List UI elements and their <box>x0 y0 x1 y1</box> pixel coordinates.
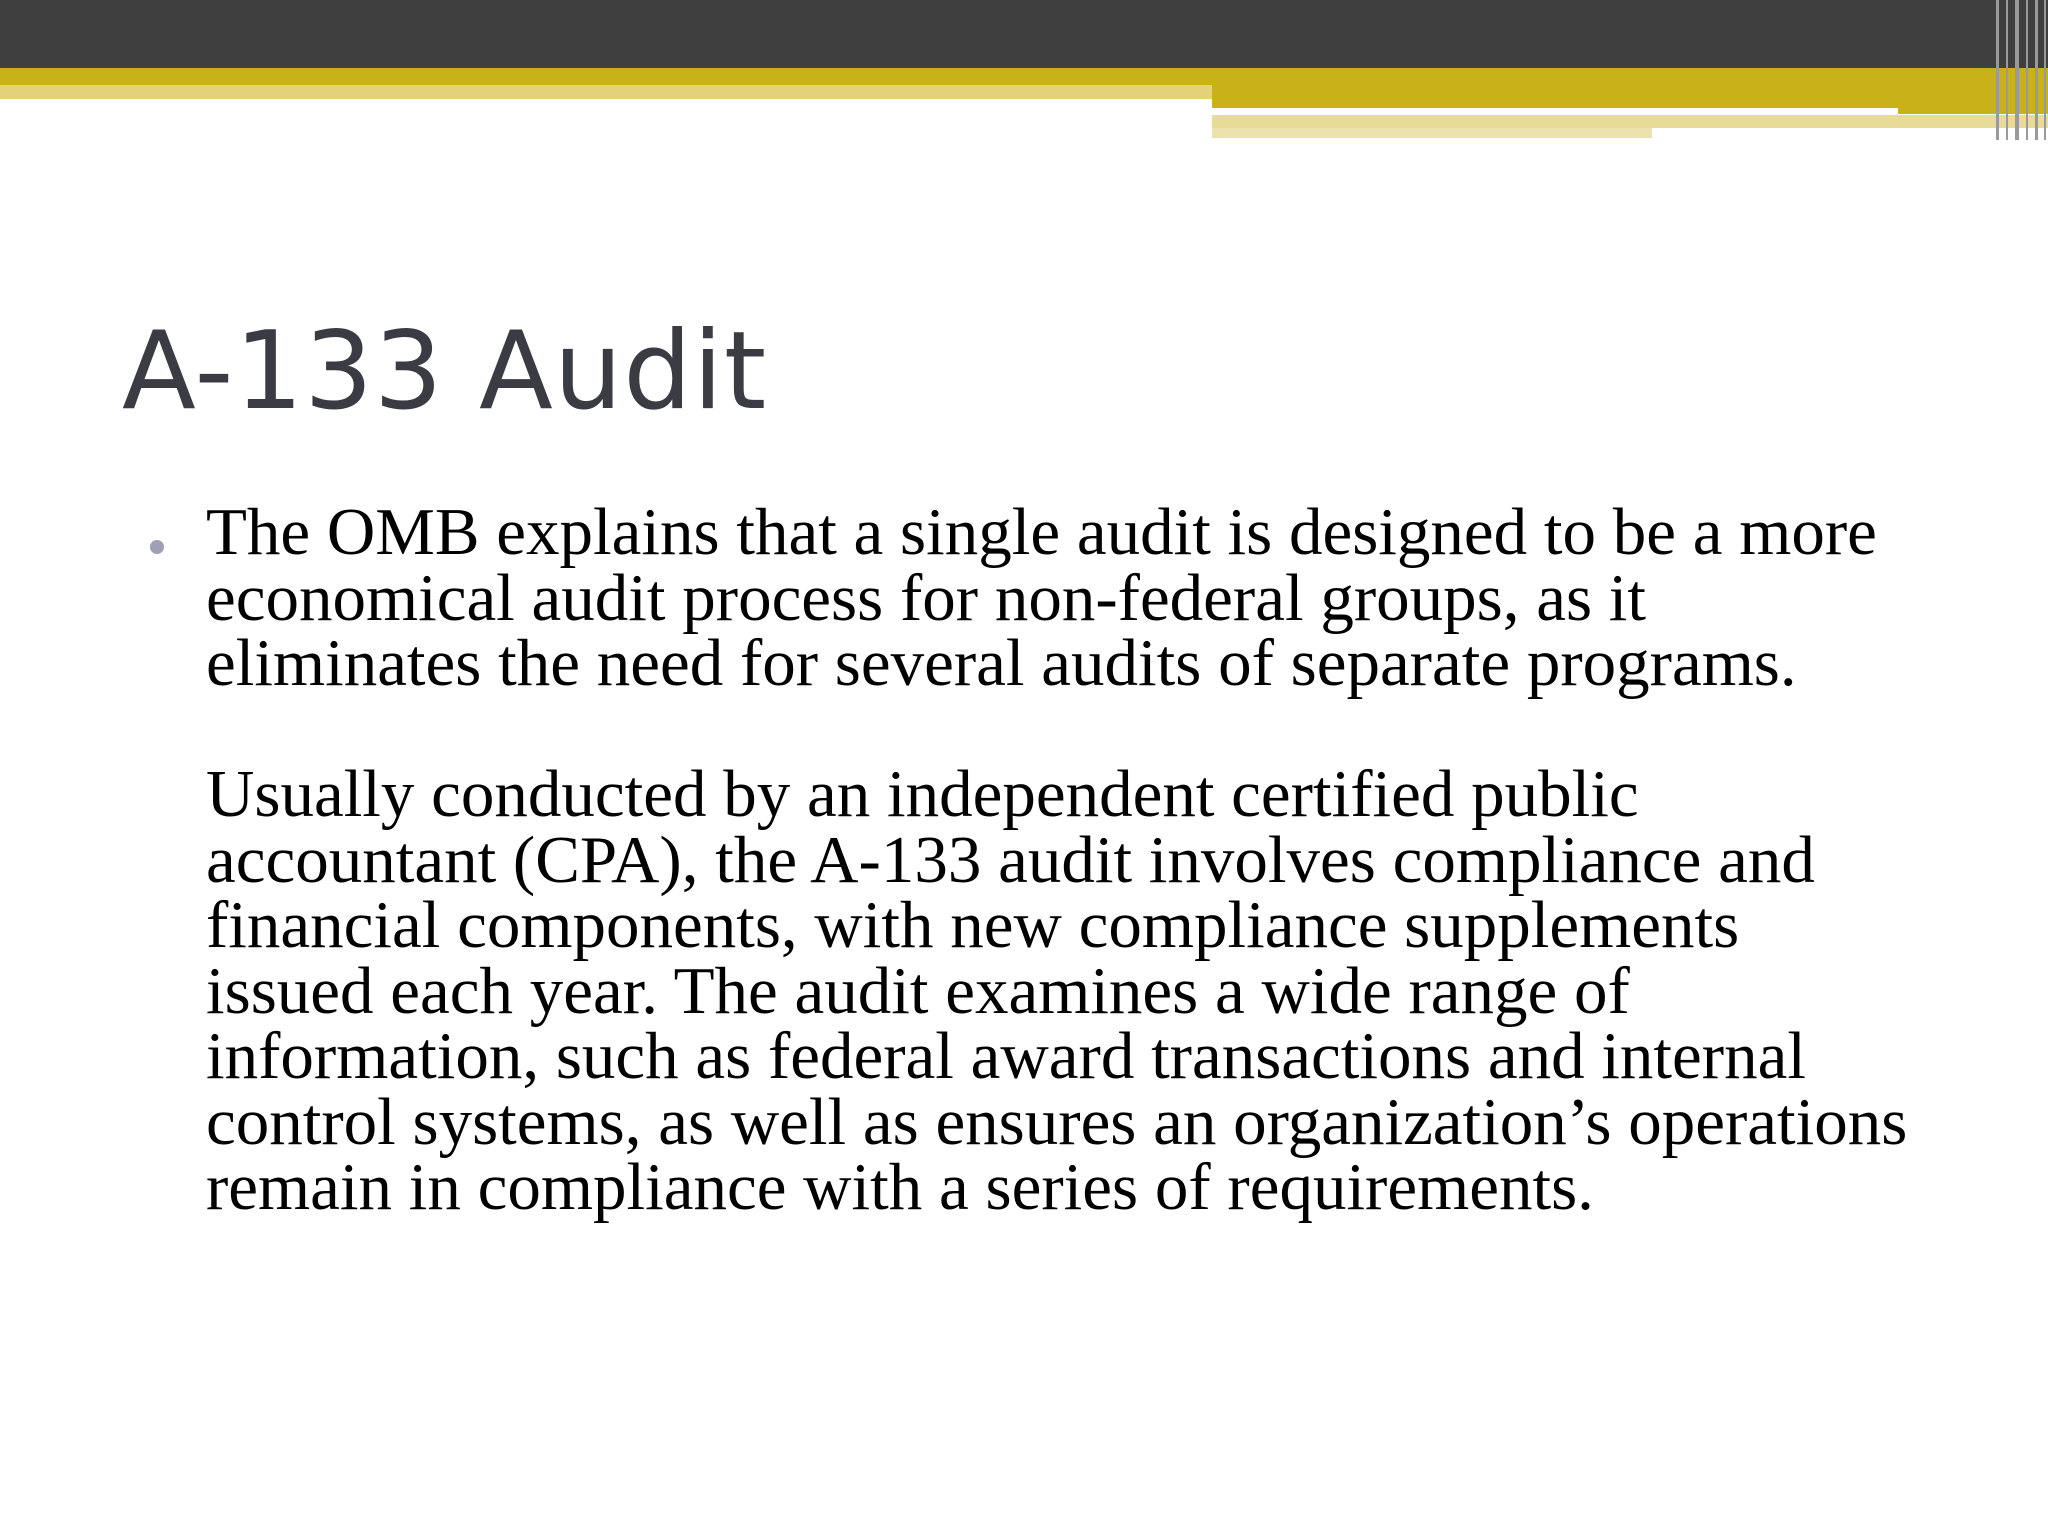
slide-body <box>140 495 1920 1224</box>
header-dark-bar <box>0 0 2048 68</box>
header-gold-stripe <box>0 68 2048 85</box>
header-edge-lines <box>1988 0 2048 140</box>
bullet-paragraph-cpa: Usually conducted by an independent certified public accountant (CPA), the A-133 audit involves compliance and financial components, with new compliance supplements issued each year. The audit examines a wide range of information, such as federal award transactions and internal control systems, as well as ensures an organization’s operations remain in compliance with a series of requirements. <box>206 757 1908 1224</box>
header-lower-stripe <box>1212 115 2048 128</box>
header-white-line <box>1212 108 1898 115</box>
bullet-item <box>140 495 1920 1224</box>
bullet-dot-icon <box>150 540 164 554</box>
bullet-paragraph-omb: The OMB explains that a single audit is designed to be a more economical audit process for non-federal groups, as it eliminates the need for several audits of separate programs. <box>206 495 1877 700</box>
header-light-gold-stripe <box>0 85 1212 99</box>
header-lower-stripe-short <box>1212 128 1652 138</box>
slide-title: A-133 Audit <box>122 309 768 434</box>
